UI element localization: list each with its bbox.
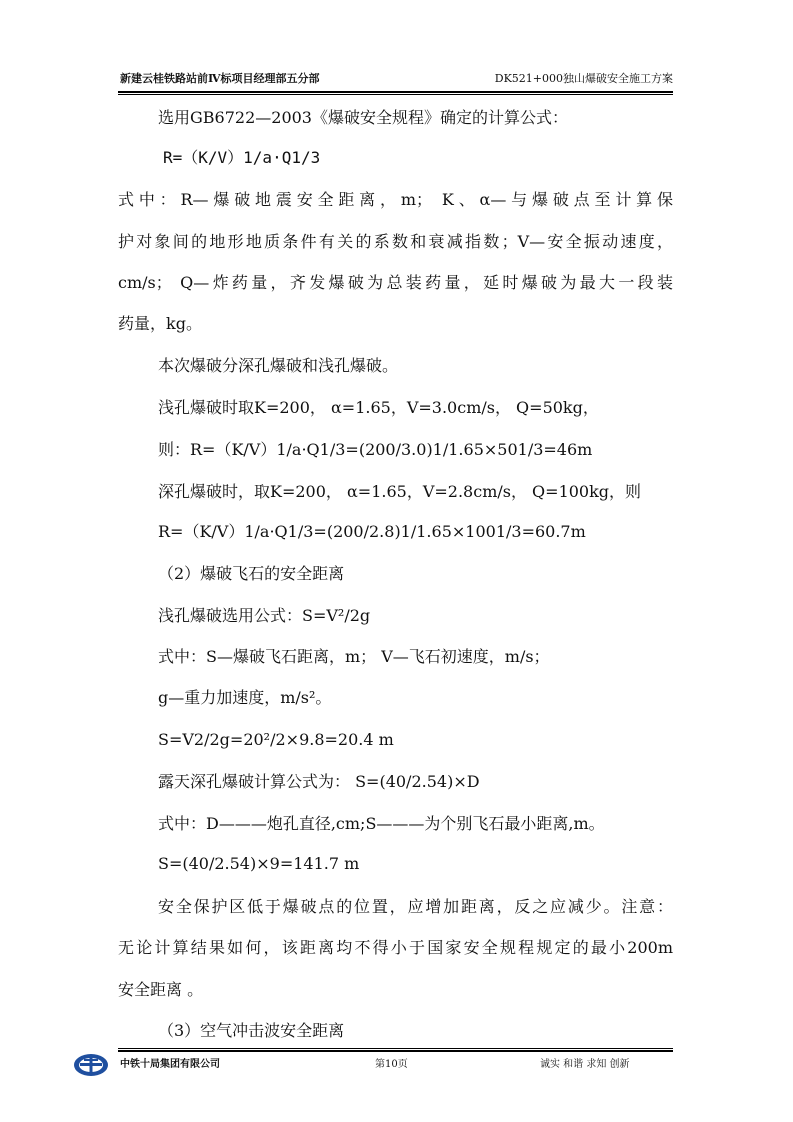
body-line-5: cm/s； Q—炸药量，齐发爆破为总装药量，延时爆破为最大一段装 [118, 273, 673, 292]
body-line-17: 露天深孔爆破计算公式为： S=(40/2.54)×D [158, 772, 480, 791]
footer-rule-thick [118, 1050, 673, 1052]
company-logo-icon [72, 1052, 110, 1078]
body-line-10: 深孔爆破时，取K=200， α=1.65，V=2.8cm/s， Q=100kg，则 [158, 482, 642, 501]
body-line-7: 本次爆破分深孔爆破和浅孔爆破。 [158, 356, 399, 375]
footer-page-number: 第10页 [375, 1059, 408, 1070]
footer-rule-thin [118, 1048, 673, 1049]
body-line-21: 无论计算结果如何，该距离均不得小于国家安全规程规定的最小200m [118, 938, 673, 957]
page-header [118, 66, 673, 88]
header-left: 新建云桂铁路站前Ⅳ标项目经理部五分部 [120, 72, 320, 85]
body-line-4: 护对象间的地形地质条件有关的系数和衰减指数；V—安全振动速度， [118, 232, 673, 251]
body-line-11: R=（K/V）1/a·Q1/3=(200/2.8)1/1.65×1001/3=60.7m [158, 522, 586, 541]
body-line-14: 式中：S—爆破飞石距离，m； V—飞石初速度，m/s； [158, 647, 550, 666]
section-heading-3: （3）空气冲击波安全距离 [158, 1021, 345, 1040]
body-line-19: S=(40/2.54)×9=141.7 m [158, 854, 360, 873]
body-line-6: 药量，kg。 [118, 314, 202, 333]
body-line-3: 式中：R—爆破地震安全距离，m； K、α—与爆破点至计算保 [118, 190, 673, 209]
body-line-16: S=V2/2g=20²/2×9.8=20.4 m [158, 730, 394, 749]
body-line-1: 选用GB6722—2003《爆破安全规程》确定的计算公式： [158, 108, 568, 127]
section-heading-2: （2）爆破飞石的安全距离 [158, 564, 345, 583]
body-line-20: 安全保护区低于爆破点的位置，应增加距离，反之应减少。注意： [158, 897, 673, 916]
body-line-18: 式中：D———炮孔直径,cm;S———为个别飞石最小距离,m。 [158, 814, 605, 833]
header-right: DK521+000独山爆破安全施工方案 [494, 72, 673, 85]
body-line-15: g—重力加速度，m/s²。 [158, 688, 332, 707]
body-line-13: 浅孔爆破选用公式：S=V²/2g [158, 606, 371, 625]
body-line-9: 则：R=（K/V）1/a·Q1/3=(200/3.0)1/1.65×501/3=46m [158, 440, 593, 459]
footer-company: 中铁十局集团有限公司 [120, 1059, 220, 1070]
header-rule-thin [118, 94, 673, 95]
header-rule-thick [118, 91, 673, 93]
body-line-22: 安全距离 。 [118, 980, 204, 999]
body-line-2: R=（K/V）1/a·Q1/3 [163, 148, 321, 167]
footer-motto: 诚实 和谐 求知 创新 [540, 1059, 630, 1070]
body-line-8: 浅孔爆破时取K=200， α=1.65，V=3.0cm/s， Q=50kg， [158, 398, 599, 417]
